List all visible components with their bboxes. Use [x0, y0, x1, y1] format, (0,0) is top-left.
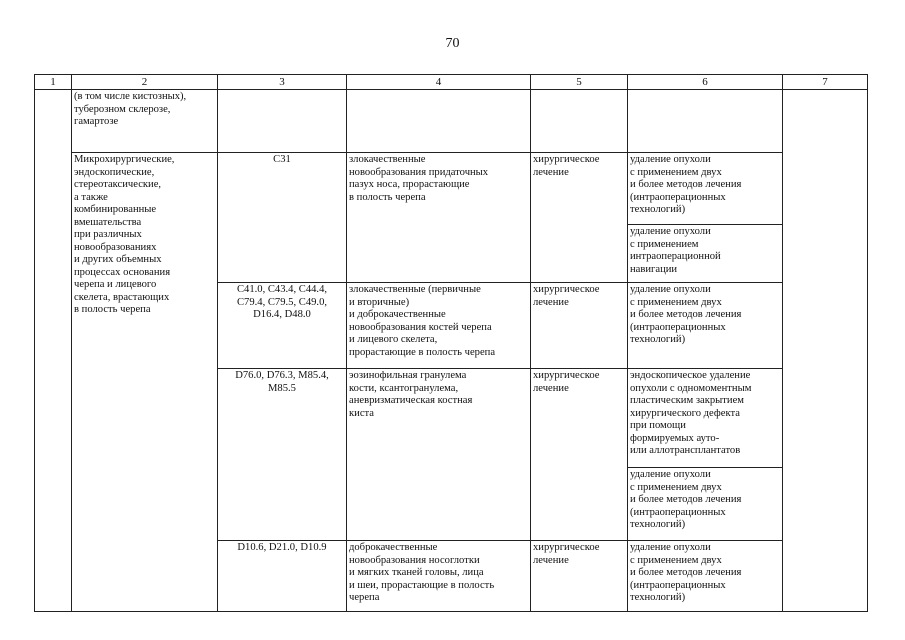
method-cell: удаление опухоли с применением двух и более методов лечения (интраоперационных технологий): [628, 541, 783, 612]
method-cell: удаление опухоли с применением двух и более методов лечения (интраоперационных технологий): [628, 468, 783, 541]
column-number: 1: [35, 75, 72, 90]
column-number: 5: [531, 75, 628, 90]
disease-cell: доброкачественные новообразования носоглотки и мягких тканей головы, лица и шеи, прорастающие в полость черепа: [347, 541, 531, 612]
continuation-text-cell: (в том числе кистозных), туберозном склерозе, гамартозе: [72, 90, 218, 153]
codes-cell: [218, 90, 347, 153]
column-number: 6: [628, 75, 783, 90]
table-row: [35, 153, 868, 225]
column-number: 7: [783, 75, 868, 90]
table-row: [35, 90, 868, 153]
column-number-row: [35, 75, 868, 90]
page-number: 70: [445, 36, 460, 51]
method-cell: [628, 90, 783, 153]
column-number: 2: [72, 75, 218, 90]
method-cell: эндоскопическое удаление опухоли с одномоментным пластическим закрытием хирургического дефекта при помощи формируемых ауто- или аллотрансплантатов: [628, 369, 783, 468]
treatment-cell: [531, 90, 628, 153]
treatment-cell: хирургическое лечение: [531, 153, 628, 283]
disease-cell: [347, 90, 531, 153]
column-number: 3: [218, 75, 347, 90]
codes-cell: D10.6, D21.0, D10.9: [218, 541, 347, 612]
disease-cell: злокачественные новообразования придаточных пазух носа, прорастающие в полость черепа: [347, 153, 531, 283]
codes-cell: C41.0, C43.4, C44.4, C79.4, C79.5, C49.0, D16.4, D48.0: [218, 283, 347, 369]
medical-care-table: [34, 74, 868, 612]
column-number: 4: [347, 75, 531, 90]
method-cell: удаление опухоли с применением двух и более методов лечения (интраоперационных технологий): [628, 283, 783, 369]
disease-cell: злокачественные (первичные и вторичные) и доброкачественные новообразования костей черепа и лицевого скелета, прорастающие в полость черепа: [347, 283, 531, 369]
row-number-cell: [35, 90, 72, 612]
disease-cell: эозинофильная гранулема кости, ксантогранулема, аневризматическая костная киста: [347, 369, 531, 541]
treatment-cell: хирургическое лечение: [531, 541, 628, 612]
method-cell: удаление опухоли с применением двух и более методов лечения (интраоперационных технологий): [628, 153, 783, 225]
treatment-cell: хирургическое лечение: [531, 283, 628, 369]
codes-cell: C31: [218, 153, 347, 283]
treatment-cell: хирургическое лечение: [531, 369, 628, 541]
standard-cost-cell: [783, 90, 868, 612]
method-cell: удаление опухоли с применением интраоперационной навигации: [628, 225, 783, 283]
codes-cell: D76.0, D76.3, M85.4, M85.5: [218, 369, 347, 541]
intervention-group-cell: Микрохирургические, эндоскопические, стереотаксические, а также комбинированные вмешательства при различных новообразованиях и других объемных процессах основания черепа и лицевого скелета, врастающих в полость черепа: [72, 153, 218, 612]
